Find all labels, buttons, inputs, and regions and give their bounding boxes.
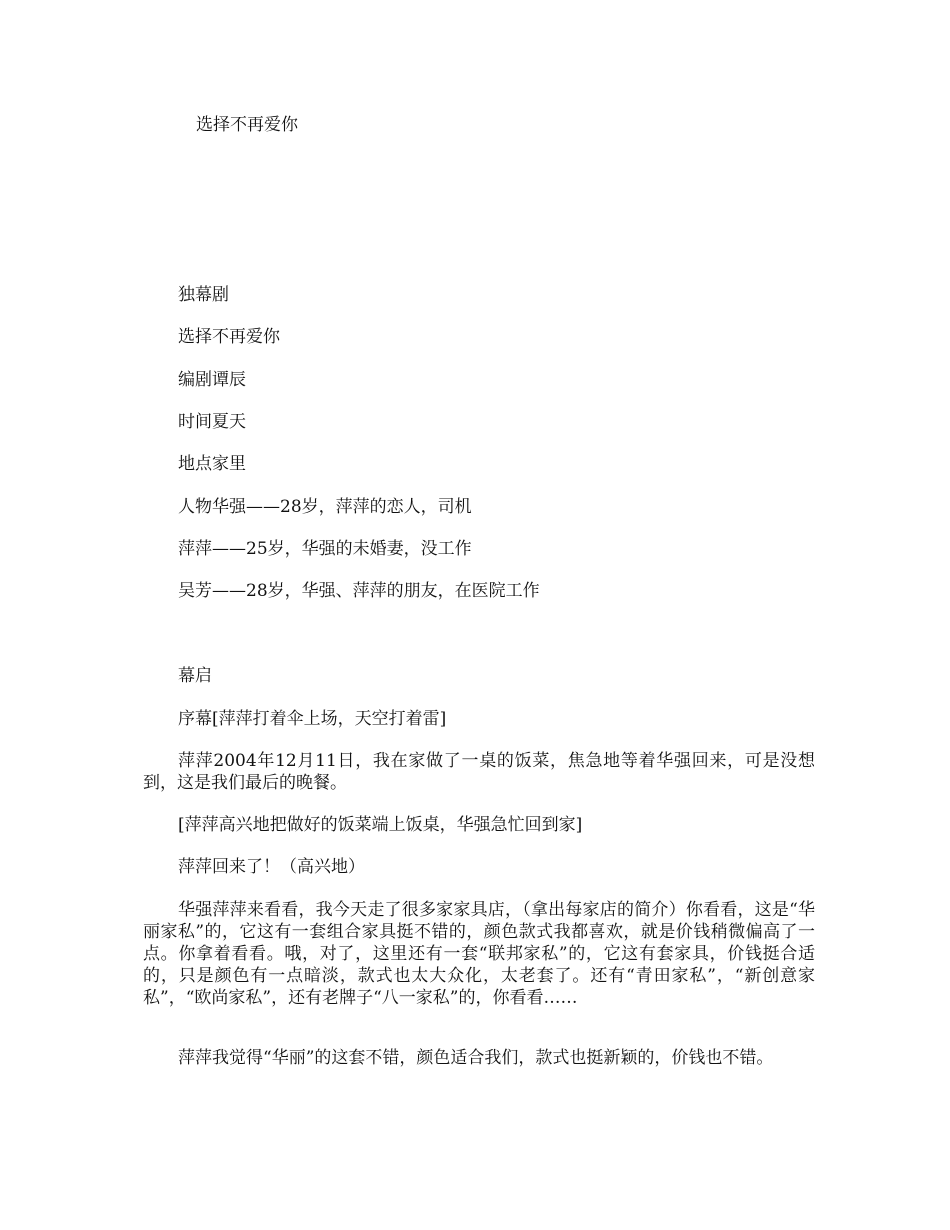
prologue-stage-direction: 序幕[萍萍打着伞上场，天空打着雷] (178, 709, 447, 729)
stage-direction-1: [萍萍高兴地把做好的饭菜端上饭桌，华强急忙回到家] (178, 815, 583, 835)
document-title: 选择不再爱你 (196, 115, 298, 135)
character-line-wufang: 吴芳——28岁，华强、萍萍的朋友，在医院工作 (178, 581, 540, 601)
dialogue-pingping-2: 萍萍回来了！（高兴地） (178, 857, 365, 877)
time-line: 时间夏天 (178, 412, 246, 432)
character-line-pingping: 萍萍——25岁，华强的未婚妻，没工作 (178, 539, 472, 559)
dialogue-pingping-1: 萍萍2004年12月11日，我在家做了一桌的饭菜，焦急地等着华强回来，可是没想到，这是我们最后的晚餐。 (143, 751, 815, 793)
playwright-line: 编剧谭辰 (178, 370, 246, 390)
character-line-huaqiang: 人物华强——28岁，萍萍的恋人，司机 (178, 497, 472, 517)
play-title-line: 选择不再爱你 (178, 327, 280, 347)
dialogue-pingping-3: 萍萍我觉得“华丽”的这套不错，颜色适合我们，款式也挺新颖的，价钱也不错。 (178, 1048, 774, 1068)
genre-line: 独幕剧 (178, 285, 229, 305)
curtain-open-line: 幕启 (178, 666, 212, 686)
dialogue-huaqiang-1: 华强萍萍来看看，我今天走了很多家家具店，（拿出每家店的简介）你看看，这是“华丽家私”的，它这有一套组合家具挺不错的，颜色款式我都喜欢，就是价钱稍微偏高了一点。你拿着看看。哦，对了，这里还有一套“联邦家私”的，它这有套家具，价钱挺合适的，只是颜色有一点暗淡，款式也太大众化，太老套了。还有“青田家私”，“新创意家私”，“欧尚家私”，还有老牌子“八一家私”的，你看看…… (143, 900, 815, 1008)
place-line: 地点家里 (178, 454, 246, 474)
